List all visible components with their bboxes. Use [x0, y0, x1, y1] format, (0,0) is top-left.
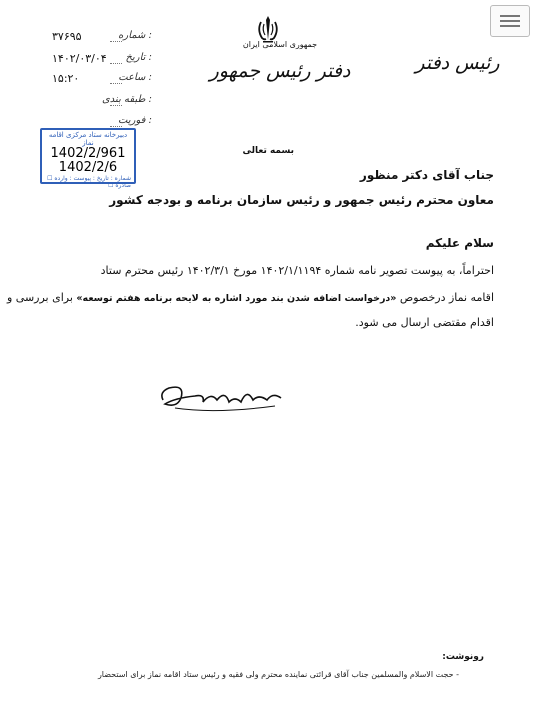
body-line3: اقدام مقتضی ارسال می شود.: [355, 316, 494, 329]
cc-label: رونوشت:: [442, 652, 484, 662]
stamp-footer: شماره : تاریخ : پیوست : وارده ☐ صادره ☐: [47, 175, 131, 189]
meta-classification: [52, 94, 152, 110]
head-right-title: رئیس دفتر: [415, 52, 500, 74]
meta-number-value: ۳۷۶۹۵: [52, 30, 82, 43]
office-title: دفتر رئیس جمهور: [209, 60, 351, 82]
ministry-line: جمهوری اسلامی ایران: [242, 40, 318, 49]
meta-classification-label: طبقه بندی :: [101, 94, 152, 105]
body-line1: احتراماً، به پیوست تصویر نامه شماره ۱۴۰۲/۱/۱۱۹۴ مورخ ۱۴۰۲/۳/۱ رئیس محترم ستاد: [100, 264, 494, 277]
signature: [155, 378, 295, 418]
body-line2-pre: اقامه نماز درخصوص: [396, 291, 494, 304]
bismillah: بسمه تعالی: [242, 146, 294, 156]
greeting: سلام علیکم: [425, 236, 494, 250]
menu-icon[interactable]: [490, 5, 530, 37]
meta-date-value: ۱۴۰۲/۰۳/۰۴: [52, 52, 107, 65]
meta-time: [52, 72, 152, 88]
stamp-line1: 1402/2/961: [50, 146, 126, 161]
cc-line1: - حجت الاسلام والمسلمین جناب آقای قرائتی نماینده محترم ولی فقیه و رئیس ستاد اقامه نماز برای استحضار: [97, 670, 459, 679]
meta-date-label: تاریخ :: [125, 52, 152, 63]
body-line2-bold: «درخواست اضافه شدن بند مورد اشاره به لایحه برنامه هفتم توسعه»: [76, 293, 397, 304]
meta-urgency-label: فوریت :: [118, 115, 152, 126]
recipient-line2: معاون محترم رئیس جمهور و رئیس سازمان برنامه و بودجه کشور: [109, 193, 494, 207]
body-line2: [7, 291, 494, 304]
stamp-line2: 1402/2/6: [58, 160, 118, 175]
registration-stamp: [40, 128, 136, 189]
recipient-line1: جناب آقای دکتر منظور: [359, 168, 494, 182]
meta-date: [52, 52, 152, 68]
body-line2-post: برای بررسی و: [6, 291, 77, 304]
meta-number-label: شماره :: [118, 30, 152, 41]
meta-time-value: ۱۵:۲۰: [52, 72, 80, 85]
meta-number: [52, 30, 152, 46]
meta-time-label: ساعت :: [118, 72, 152, 83]
stamp-header: دبیرخانه ستاد مرکزی اقامه نماز: [48, 131, 128, 147]
